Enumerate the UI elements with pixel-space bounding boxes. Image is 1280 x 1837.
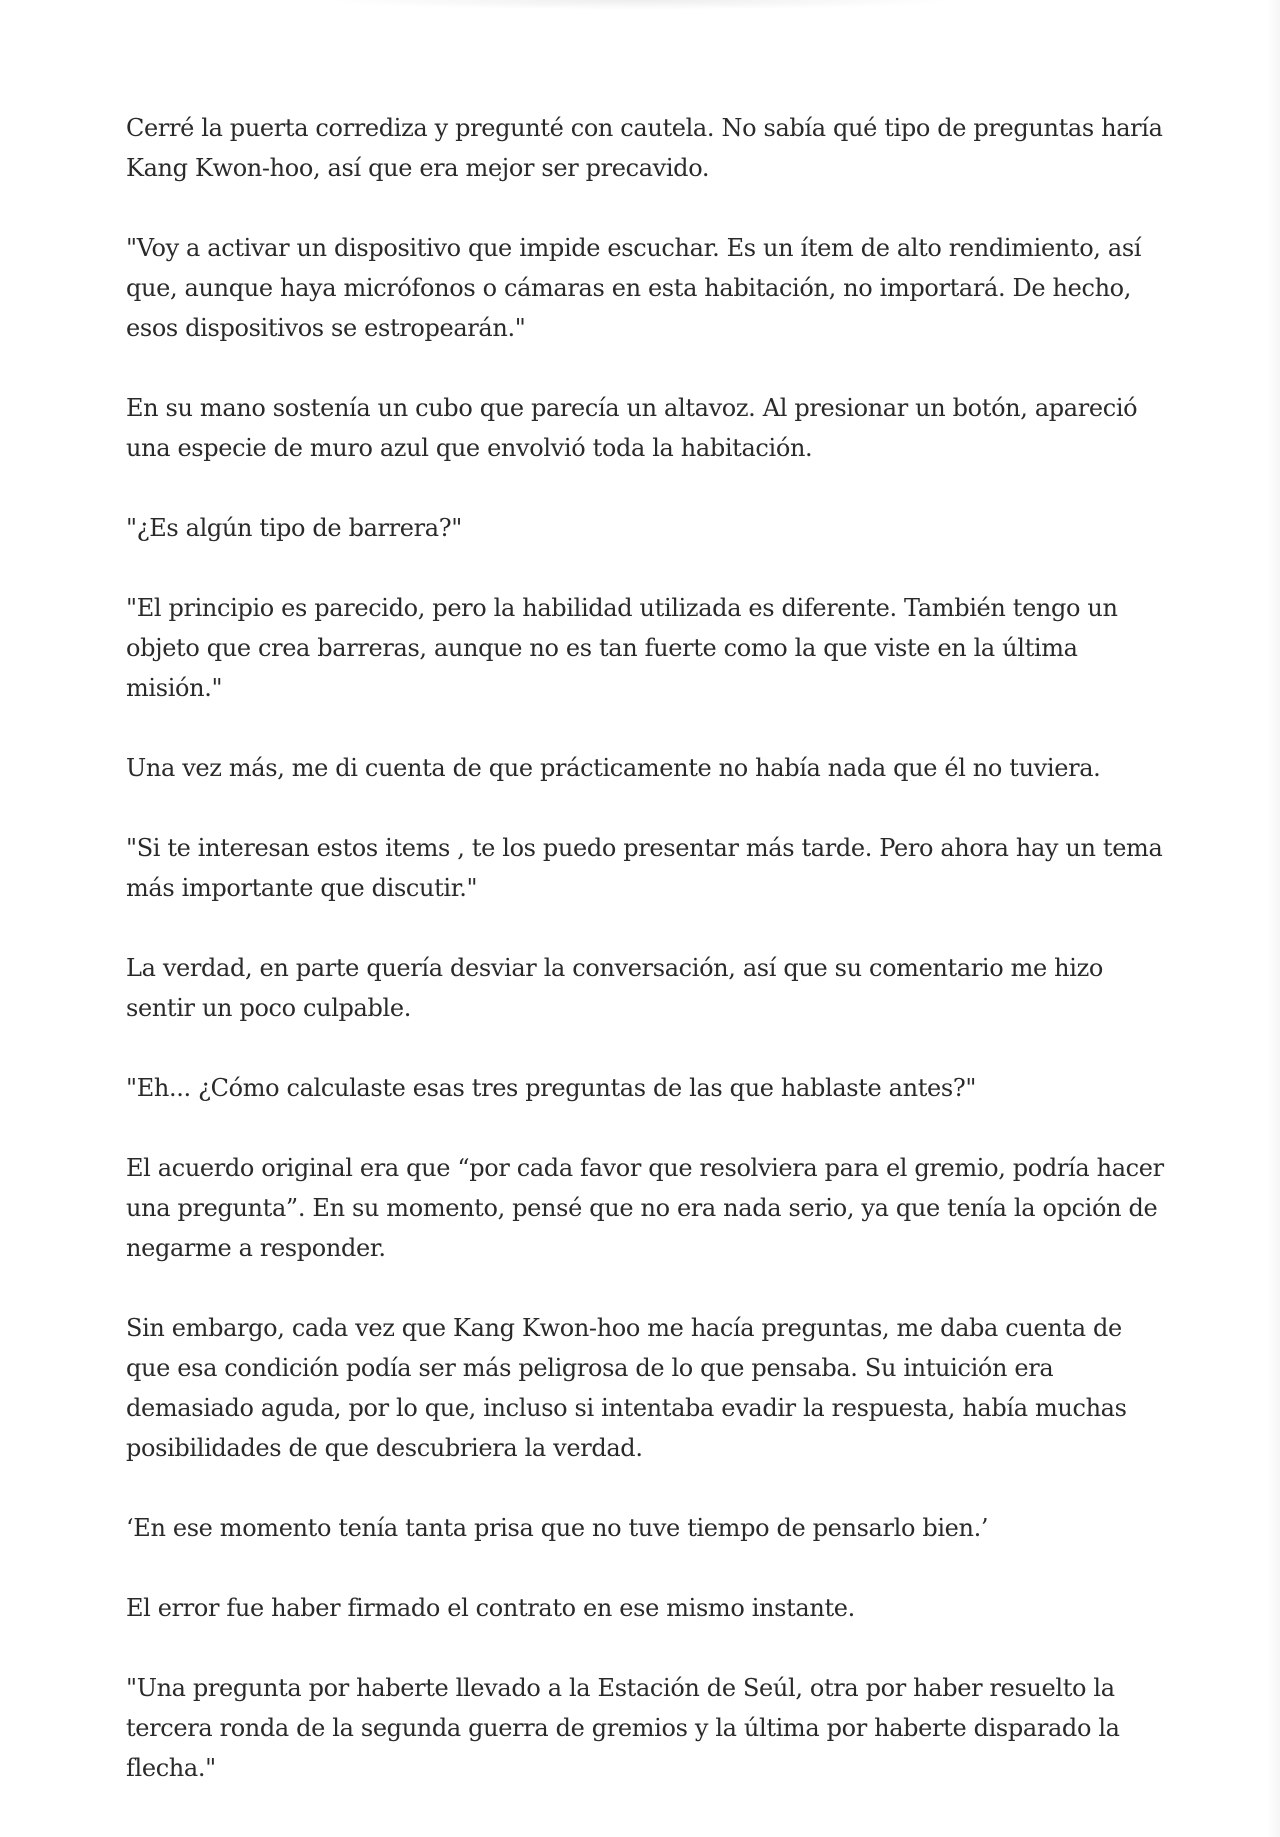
paragraph: La verdad, en parte quería desviar la conversación, así que su comentario me hizo sentir un poco culpable. xyxy=(126,954,1103,1022)
paragraph: El error fue haber firmado el contrato en ese mismo instante. xyxy=(126,1594,855,1622)
paragraph: En su mano sostenía un cubo que parecía un altavoz. Al presionar un botón, apareció una especie de muro azul que envolvió toda la habitación. xyxy=(126,394,1138,462)
paragraph: ‘En ese momento tenía tanta prisa que no tuve tiempo de pensarlo bien.’ xyxy=(126,1514,989,1542)
top-shadow xyxy=(320,0,960,10)
paragraph: Sin embargo, cada vez que Kang Kwon-hoo me hacía preguntas, me daba cuenta de que esa condición podía ser más peligrosa de lo que pensaba. Su intuición era demasiado aguda, por lo que, incluso si intentaba evadir la respuesta, había muchas posibilidades de que descubriera la verdad. xyxy=(126,1314,1127,1462)
paragraph: El acuerdo original era que “por cada favor que resolviera para el gremio, podría hacer una pregunta”. En su momento, pensé que no era nada serio, ya que tenía la opción de negarme a responder. xyxy=(126,1154,1164,1262)
paragraph: Una vez más, me di cuenta de que prácticamente no había nada que él no tuviera. xyxy=(126,754,1101,782)
paragraph: "Eh... ¿Cómo calculaste esas tres preguntas de las que hablaste antes?" xyxy=(126,1074,977,1102)
paragraph: "¿Es algún tipo de barrera?" xyxy=(126,514,462,542)
paragraph: "El principio es parecido, pero la habilidad utilizada es diferente. También tengo un objeto que crea barreras, aunque no es tan fuerte como la que viste en la última misión." xyxy=(126,594,1118,702)
paragraph: "Una pregunta por haberte llevado a la Estación de Seúl, otra por haber resuelto la tercera ronda de la segunda guerra de gremios y la última por haberte disparado la flecha." xyxy=(126,1674,1120,1782)
paragraph: Cerré la puerta corrediza y pregunté con cautela. No sabía qué tipo de preguntas haría Kang Kwon-hoo, así que era mejor ser precavido. xyxy=(126,114,1163,182)
paragraph: "Voy a activar un dispositivo que impide escuchar. Es un ítem de alto rendimiento, así que, aunque haya micrófonos o cámaras en esta habitación, no importará. De hecho, esos dispositivos se estropearán." xyxy=(126,234,1142,342)
document-body xyxy=(126,108,1166,1828)
page-edge-shadow xyxy=(1266,0,1280,1837)
paragraph: "Si te interesan estos items , te los puedo presentar más tarde. Pero ahora hay un tema más importante que discutir." xyxy=(126,834,1163,902)
